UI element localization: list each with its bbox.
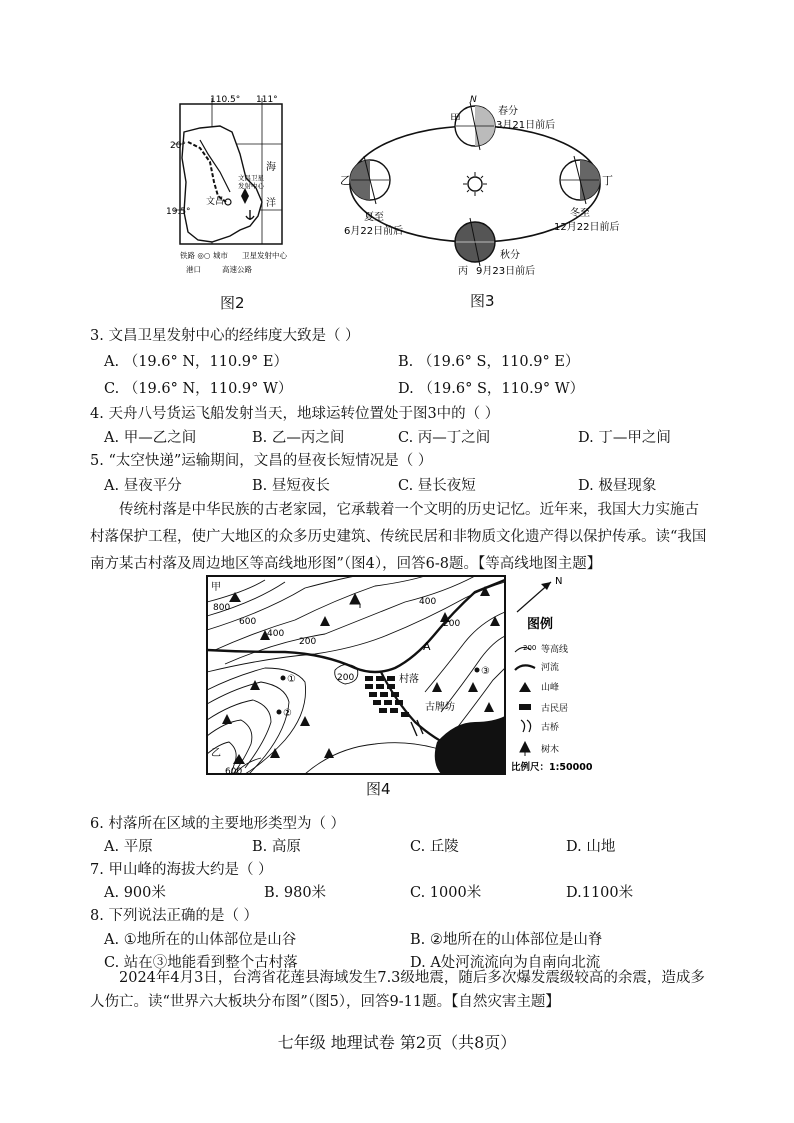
- question-5-stem: 5. “太空快递”运输期间，文昌的昼夜长短情况是（ ）: [90, 453, 433, 469]
- archway-label: 古牌坊: [425, 702, 455, 713]
- contour-800: 800: [213, 603, 231, 613]
- scale-label: 比例尺：1:50000: [511, 762, 593, 773]
- question-4-option-c[interactable]: C. 丙—丁之间: [398, 430, 491, 446]
- earth-summer: [350, 156, 390, 204]
- village-label: 村落: [399, 674, 419, 685]
- lon-label-111: 111°: [256, 95, 278, 105]
- question-4-option-d[interactable]: D. 丁—甲之间: [578, 430, 671, 446]
- summer-name: 夏至: [364, 212, 384, 223]
- question-8-option-a[interactable]: A. ①地所在的山体部位是山谷: [104, 932, 297, 948]
- contour-200-c: 200: [337, 673, 355, 683]
- legend-house-icon: [519, 704, 531, 710]
- contour-600-b: 600: [225, 767, 243, 777]
- passage-village: 传统村落是中华民族的古老家园，它承载着一个文明的历史记忆。近年来，我国大力实施古村落保护工程，使广大地区的众多历史建筑、传统民居和非物质文化遗产得以保护传承。读“我国南方某古村落及周边地区等高线地形图”（图4），回答6-8题。【等高线地图主题】: [90, 502, 707, 572]
- figure-2-map: [166, 92, 290, 282]
- sea-label-2: 洋: [266, 198, 276, 209]
- question-4-option-a[interactable]: A. 甲—乙之间: [104, 430, 197, 446]
- question-4-stem: 4. 天舟八号货运飞船发射当天，地球运转位置处于图3中的（ ）: [90, 406, 500, 422]
- lon-label-1105: 110.5°: [210, 95, 241, 105]
- bing-label: 丙: [458, 266, 468, 277]
- contour-200-b: 200: [443, 619, 461, 629]
- yi-label: 乙: [340, 174, 351, 187]
- contour-200-a: 200: [299, 637, 317, 647]
- legend-contour: 等高线: [541, 645, 569, 655]
- page-footer: 七年级 地理试卷 第2页（共8页）: [277, 1033, 517, 1052]
- north-label: N: [555, 576, 563, 587]
- map-label-jia: 甲: [211, 582, 221, 593]
- autumn-name: 秋分: [500, 250, 520, 261]
- question-7-option-b[interactable]: B. 980米: [264, 885, 327, 901]
- point-1-label: ①: [287, 674, 296, 685]
- question-3-option-a[interactable]: A. （19.6° N，110.9° E）: [104, 354, 288, 370]
- figure-4-contour-map: [205, 572, 615, 782]
- question-8-stem: 8. 下列说法正确的是（ ）: [90, 908, 259, 924]
- map-label-yi: 乙: [211, 748, 221, 759]
- question-8-option-b[interactable]: B. ②地所在的山体部位是山脊: [410, 932, 603, 948]
- legend-railway-city: 铁路 ◎○ 城市: [180, 251, 228, 260]
- point-3-label: ③: [481, 666, 490, 677]
- question-5-option-a[interactable]: A. 昼夜平分: [104, 478, 182, 494]
- winter-name: 冬至: [570, 208, 590, 219]
- question-7-option-a[interactable]: A. 900米: [104, 885, 166, 901]
- legend-launch-center: 卫星发射中心: [242, 251, 287, 260]
- spring-name: 春分: [498, 106, 518, 117]
- question-6-option-d[interactable]: D. 山地: [566, 839, 616, 855]
- map-label-a: A: [423, 640, 431, 653]
- spring-date: 3月21日前后: [496, 120, 556, 131]
- jia-label: 甲: [450, 112, 461, 125]
- contour-400-b: 400: [419, 597, 437, 607]
- question-3-stem: 3. 文昌卫星发射中心的经纬度大致是（ ）: [90, 328, 360, 344]
- question-6-option-c[interactable]: C. 丘陵: [410, 839, 459, 855]
- question-8-option-d[interactable]: D. A处河流流向为自南向北流: [410, 955, 601, 971]
- legend-highway: 高速公路: [222, 265, 252, 274]
- question-7-option-c[interactable]: C. 1000米: [410, 885, 482, 901]
- question-6-stem: 6. 村落所在区域的主要地形类型为（ ）: [90, 816, 346, 832]
- figure-3-caption: 图3: [470, 292, 495, 310]
- summer-date: 6月22日前后: [344, 226, 404, 237]
- question-6-option-b[interactable]: B. 高原: [252, 839, 301, 855]
- ding-label: 丁: [602, 174, 613, 187]
- legend-bridge: 古桥: [541, 723, 560, 733]
- lat-label-195: 19.5°: [166, 207, 191, 217]
- question-5-option-b[interactable]: B. 昼短夜长: [252, 478, 330, 494]
- question-5-option-c[interactable]: C. 昼长夜短: [398, 478, 476, 494]
- legend-port: 港口: [186, 265, 201, 274]
- earth-autumn: [455, 218, 495, 266]
- question-7-option-d[interactable]: D.1100米: [566, 885, 634, 901]
- question-7-stem: 7. 甲山峰的海拔大约是（ ）: [90, 862, 273, 878]
- question-3-option-b[interactable]: B. （19.6° S，110.9° E）: [398, 354, 580, 370]
- earth-winter: [560, 156, 600, 204]
- question-3-option-c[interactable]: C. （19.6° N，110.9° W）: [104, 381, 293, 397]
- figure-2-caption: 图2: [220, 294, 245, 312]
- autumn-date: 9月23日前后: [476, 266, 536, 277]
- question-5-option-d[interactable]: D. 极昼现象: [578, 478, 657, 494]
- question-8-option-c[interactable]: C. 站在③地能看到整个古村落: [104, 955, 298, 971]
- city-label: 文昌: [206, 197, 225, 207]
- lat-label-20: 20°: [170, 141, 186, 151]
- legend-peak-icon: [519, 682, 531, 692]
- legend-bridge-icon: [521, 720, 531, 732]
- legend-contour-value: 200: [523, 644, 537, 652]
- legend-house: 古民居: [541, 704, 569, 714]
- passage-earthquake: 2024年4月3日，台湾省花莲县海域发生7.3级地震，随后多次爆发震级较高的余震，造成多人伤亡。读“世界六大板块分布图”（图5），回答9-11题。【自然灾害主题】: [90, 970, 705, 1010]
- legend-tree: 树木: [541, 745, 560, 755]
- legend-title: 图例: [527, 617, 554, 632]
- sea-label-1: 海: [266, 162, 276, 173]
- question-4-option-b[interactable]: B. 乙—丙之间: [252, 430, 345, 446]
- center-label-2: 发射中心: [238, 182, 264, 190]
- question-3-option-d[interactable]: D. （19.6° S，110.9° W）: [398, 381, 585, 397]
- earth-spring: [455, 102, 495, 150]
- question-6-option-a[interactable]: A. 平原: [104, 839, 153, 855]
- winter-date: 12月22日前后: [554, 222, 620, 233]
- center-label-1: 文昌卫星: [238, 174, 264, 182]
- figure-4-caption: 图4: [366, 780, 391, 798]
- legend-peak: 山峰: [541, 683, 560, 693]
- axis-n-label: N: [470, 95, 477, 105]
- sun-icon: [463, 172, 487, 196]
- legend-river: 河流: [541, 663, 560, 673]
- legend-tree-icon: [520, 742, 530, 756]
- point-2-label: ②: [283, 708, 292, 719]
- contour-400-a: 400: [267, 629, 285, 639]
- figure-3-earth-orbit: [330, 92, 630, 282]
- contour-600-a: 600: [239, 617, 257, 627]
